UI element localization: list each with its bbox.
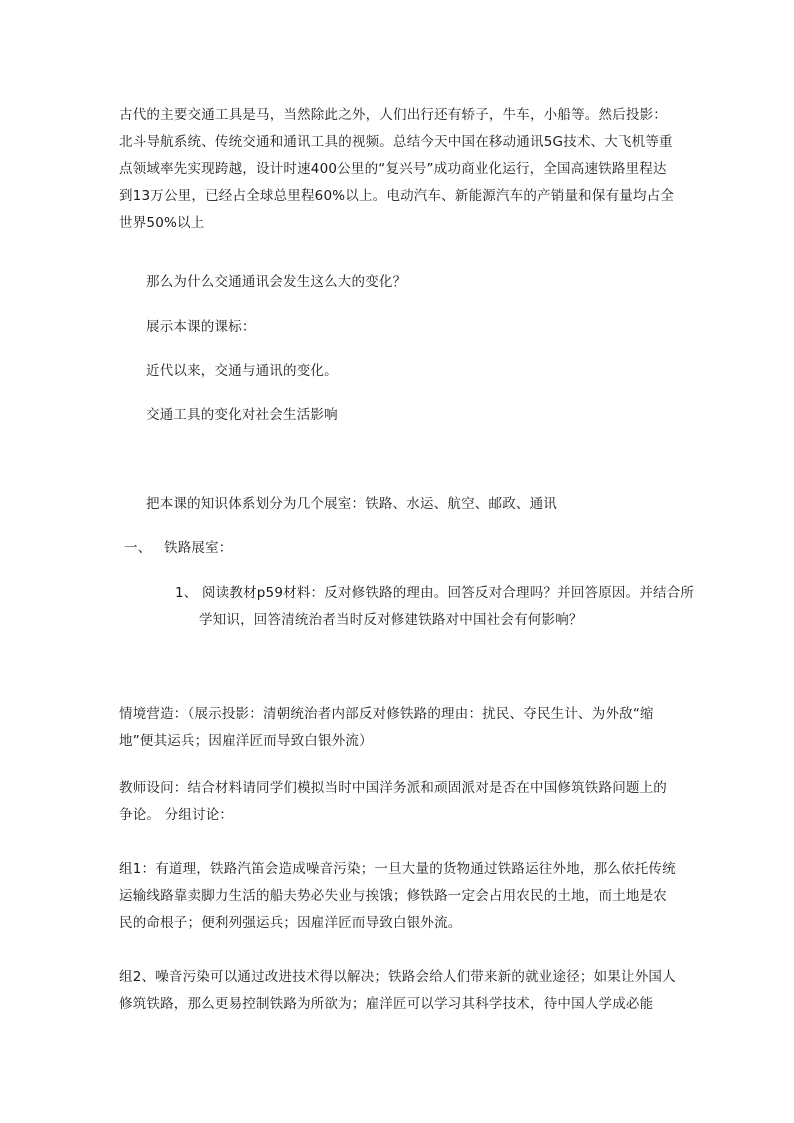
- section-heading-railway: [124, 535, 684, 562]
- scenario-paragraph: 情境营造：（展示投影：清朝统治者内部反对修铁路的理由：扰民、夺民生计、为外敌“缩地”便其运兵；因雇洋匠而导致白银外流）: [119, 706, 654, 749]
- group-1-paragraph: 组1：有道理，铁路汽笛会造成噪音污染；一旦大量的货物通过铁路运往外地，那么依托传统运输线路靠卖脚力生活的船夫势必失业与挨饿；修铁路一定会占用农民的土地，而土地是农民的命根子；便利列强运兵；因雇洋匠而导致白银外流。: [119, 861, 676, 931]
- curriculum-label: 展示本课的课标：: [146, 319, 256, 335]
- question-paragraph: 那么为什么交通通讯会发生这么大的变化？: [146, 274, 407, 290]
- exhibition-overview: 把本课的知识体系划分为几个展室：铁路、水运、航空、邮政、通讯: [146, 496, 557, 512]
- group-2-paragraph: 组2、噪音污染可以通过改进技术得以解决；铁路会给人们带来新的就业途径；如果让外国人修筑铁路，那么更易控制铁路为所欲为；雇洋匠可以学习其科学技术，待中国人学成必能: [119, 969, 676, 1012]
- curriculum-item-1: 近代以来，交通与通讯的变化。: [146, 363, 338, 379]
- reading-question: 1、 阅读教材p59材料：反对修铁路的理由。回答反对合理吗？并回答原因。并结合所学知识，回答清统治者当时反对修建铁路对中国社会有何影响？: [175, 585, 695, 628]
- section-heading-text: 铁路展室：: [164, 540, 233, 556]
- curriculum-item-2: 交通工具的变化对社会生活影响: [146, 407, 338, 423]
- intro-paragraph: 古代的主要交通工具是马，当然除此之外，人们出行还有轿子，牛车，小船等。然后投影：北斗导航系统、传统交通和通讯工具的视频。总结今天中国在移动通讯5G技术、大飞机等重点领域率先实现跨越，设计时速400公里的“复兴号”成功商业化运行，全国高速铁路里程达到13万公里，已经占全球总里程60%以上。电动汽车、新能源汽车的产销量和保有量均占全世界50%以上: [119, 107, 675, 231]
- teacher-question-paragraph: 教师设问：结合材料请同学们模拟当时中国洋务派和顽固派对是否在中国修筑铁路问题上的争论。 分组讨论：: [119, 780, 667, 823]
- section-heading-number: 一、: [124, 540, 152, 556]
